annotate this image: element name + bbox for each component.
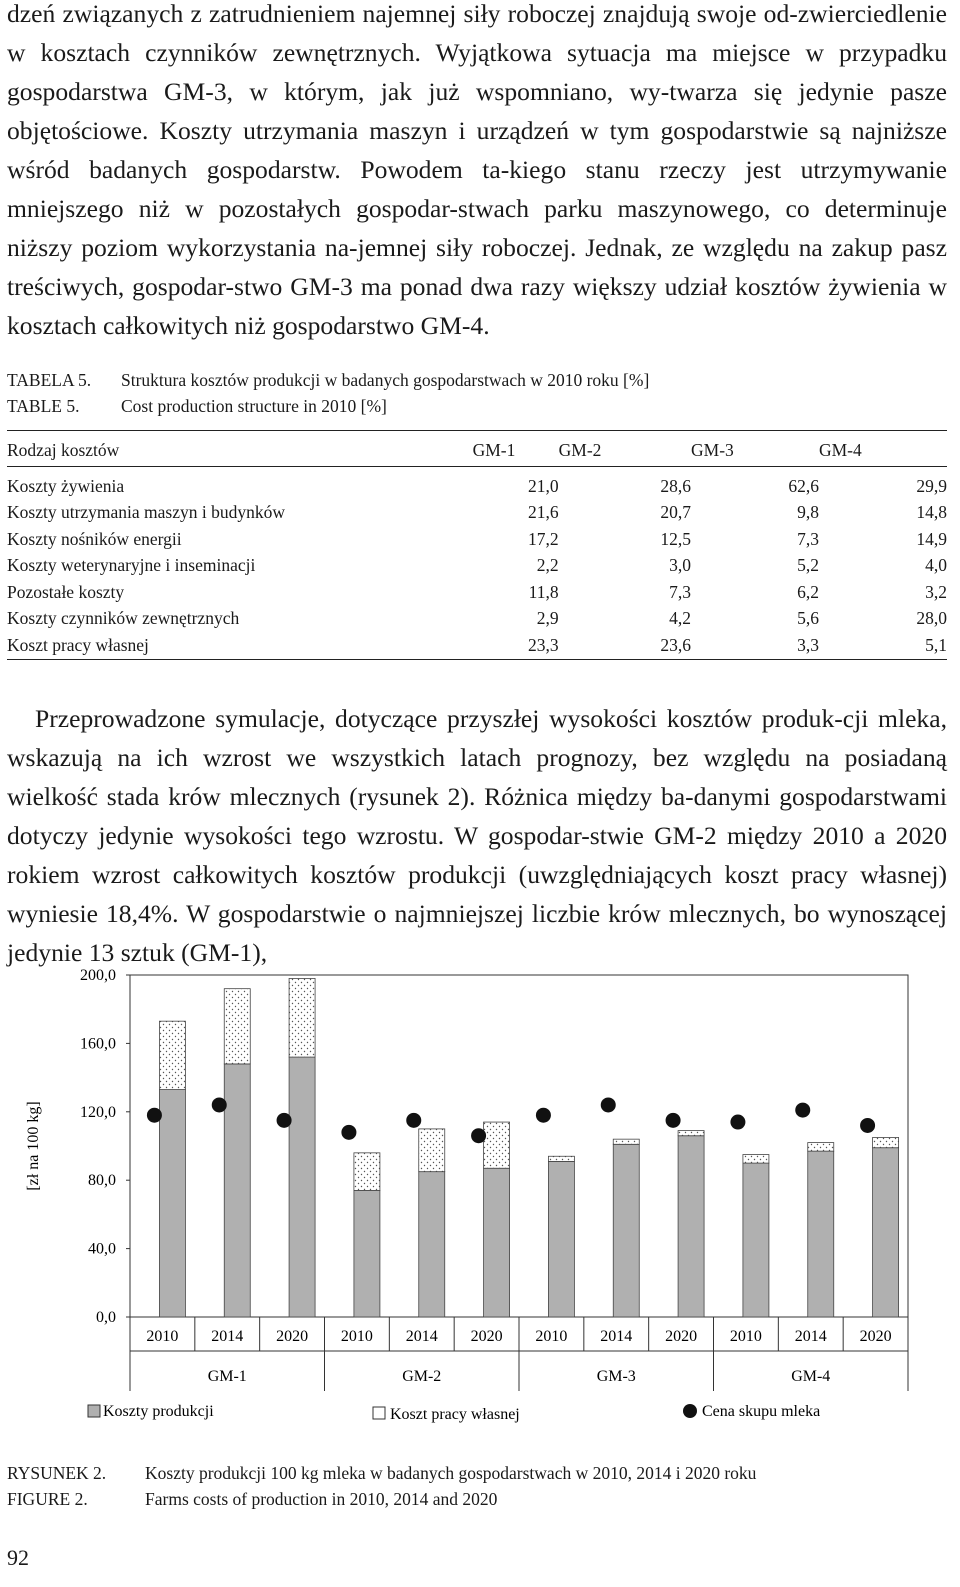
point-cena-skupu [860,1118,875,1133]
bar-koszty-produkcji [613,1144,639,1317]
bar-koszt-pracy-wlasnej [678,1131,704,1136]
table-cell: 2,2 [536,555,559,576]
table-header-row [7,431,947,467]
legend-swatch-koszty-produkcji [88,1405,100,1417]
table-cell: 23,3 [473,632,559,659]
category-label: 2010 [340,1328,373,1345]
figure-caption-label-pl: RYSUNEK 2. [7,1463,107,1483]
table-cell: 21,0 [528,475,559,496]
category-label: 2020 [859,1328,892,1345]
table-cell: 17,2 [528,528,559,549]
table-cell: 62,6 [788,475,819,496]
y-tick-label: 80,0 [88,1172,116,1190]
y-tick-label: 120,0 [80,1103,116,1121]
table-cell: 28,0 [916,608,947,629]
table-cell: 21,6 [528,502,559,523]
table-cell: 5,1 [819,632,947,659]
bar-koszt-pracy-wlasnej [354,1153,380,1191]
bar-koszt-pracy-wlasnej [613,1139,639,1144]
table-header-cell: GM-2 [559,431,691,467]
y-tick-label: 160,0 [80,1035,116,1053]
table-row-label: Koszty nośników energii [7,528,182,549]
table-cell: 2,9 [536,608,559,629]
point-cena-skupu [601,1097,616,1112]
table-cell: 7,3 [669,581,692,602]
point-cena-skupu [536,1108,551,1123]
table-cell: 20,7 [660,502,692,523]
bar-koszty-produkcji [159,1090,185,1317]
bar-koszt-pracy-wlasnej [808,1143,834,1152]
bar-koszty-produkcji [484,1168,510,1317]
table-row [7,606,947,633]
category-label: 2010 [729,1328,762,1345]
table-caption-label-pl: TABELA 5. [7,370,92,390]
bar-koszty-produkcji [289,1057,315,1317]
bar-koszty-produkcji [354,1190,380,1317]
legend-swatch-koszt-pracy [373,1407,385,1419]
bar-koszt-pracy-wlasnej [548,1156,574,1161]
y-tick-label: 40,0 [88,1240,116,1258]
table-cell: 5,6 [797,608,819,629]
cost-chart [0,945,960,1445]
group-label: GM-3 [596,1368,636,1385]
point-cena-skupu [212,1097,227,1112]
table-caption-text-en: Cost production structure in 2010 [%] [121,396,387,416]
table-row-label: Koszty utrzymania maszyn i budynków [7,502,286,523]
table-cell: 4,0 [925,555,947,576]
table-row-label: Koszt pracy własnej [7,632,473,659]
bar-koszt-pracy-wlasnej [224,989,250,1064]
bar-koszty-produkcji [678,1136,704,1317]
table-row [7,553,947,580]
category-label: 2020 [665,1328,698,1345]
table-cell: 12,5 [660,528,692,549]
figure-caption-label-en: FIGURE 2. [7,1489,88,1509]
category-label: 2014 [405,1328,438,1345]
point-cena-skupu [471,1128,486,1143]
legend-swatch-cena-skupu [683,1404,697,1418]
bar-koszt-pracy-wlasnej [743,1155,769,1164]
bar-koszty-produkcji [743,1163,769,1317]
y-tick-label: 200,0 [80,967,116,984]
table-row [7,579,947,606]
table-row [7,467,947,500]
table-cell: 14,9 [916,528,947,549]
body-paragraph-1: dzeń związanych z zatrudnieniem najemnej siły roboczej znajdują swoje od-zwierciedlenie w kosztach czynników zewnętrznych. Wyjątkowa sytuacja ma miejsce w przypadku gospodarstwa GM-3, w którym, jak już wspomniano, wy-twarza się jedynie pasze objętościowe. Koszty utrzymania maszyn i urządzeń w tym gospodarstwie są najniższe wśród badanych gospodarstw. Powodem ta-kiego stanu rzeczy jest utrzymywanie mniejszego niż w pozostałych gospodar-stwach parku maszynowego, co determinuje niższy poziom wykorzystania na-jemnej siły roboczej. Jednak, ze względu na zakup pasz treściwych, gospodar-stwo GM-3 ma ponad dwa razy większy udział kosztów żywienia w kosztach całkowitych niż gospodarstwo GM-4. [7,0,947,340]
table-cell: 29,9 [916,475,947,496]
table-row [7,500,947,527]
table-cell: 23,6 [559,632,691,659]
point-cena-skupu [406,1113,421,1128]
category-label: 2014 [211,1328,244,1345]
y-tick-label: 0,0 [96,1309,116,1326]
body-paragraph-2: Przeprowadzone symulacje, dotyczące przyszłej wysokości kosztów produk-cji mleka, wskazują na ich wzrost we wszystkich latach prognozy, bez względu na posiadaną wielkość stada krów mlecznych (rysunek 2). Różnica między ba-danymi gospodarstwami dotyczy jedynie wysokości tego wzrostu. W gospodar-stwie GM-2 między 2010 a 2020 rokiem wzrost całkowitych kosztów produkcji (uwzględniających koszt pracy własnej) wyniesie 18,4%. W gospodarstwie o najmniejszej liczbie krów mlecznych, bo wynoszącej jedynie 13 sztuk (GM-1), [7,704,947,967]
table-header-cell: Rodzaj kosztów [7,431,473,467]
table-cell: 9,8 [797,502,819,523]
table-row [7,526,947,553]
category-label: 2020 [470,1328,503,1345]
category-label: 2020 [276,1328,309,1345]
point-cena-skupu [277,1113,292,1128]
table-caption-text-pl: Struktura kosztów produkcji w badanych gospodarstwach w 2010 roku [%] [121,370,650,390]
point-cena-skupu [341,1125,356,1140]
table-cell: 4,2 [669,608,692,629]
group-label: GM-1 [207,1368,247,1385]
legend-label: Cena skupu mleka [702,1403,821,1420]
table-cell: 11,8 [528,581,559,602]
table-cell: 14,8 [916,502,947,523]
table-cell: 28,6 [660,475,692,496]
bar-koszty-produkcji [548,1161,574,1317]
figure-caption-text-en: Farms costs of production in 2010, 2014 and 2020 [145,1489,498,1509]
category-label: 2014 [794,1328,827,1345]
point-cena-skupu [795,1103,810,1118]
bar-koszty-produkcji [873,1148,899,1317]
legend-label: Koszty produkcji [103,1403,214,1420]
bar-koszty-produkcji [224,1064,250,1317]
table-cell: 3,2 [925,581,947,602]
page-number: 92 [7,1545,29,1570]
table-cell: 3,0 [669,555,692,576]
cost-structure-table [7,430,947,660]
group-label: GM-4 [791,1368,831,1385]
bar-koszt-pracy-wlasnej [289,978,315,1057]
bar-koszt-pracy-wlasnej [419,1129,445,1172]
table-header-cell: GM-3 [691,431,819,467]
figure-caption [7,1460,756,1512]
category-label: 2010 [535,1328,568,1345]
table-row-label: Koszty weterynaryjne i inseminacji [7,555,256,576]
category-label: 2010 [146,1328,179,1345]
group-label: GM-2 [402,1368,442,1385]
table-cell: 7,3 [797,528,819,549]
legend-label: Koszt pracy własnej [390,1406,520,1423]
point-cena-skupu [147,1108,162,1123]
category-label: 2014 [600,1328,633,1345]
bar-koszt-pracy-wlasnej [873,1137,899,1147]
table-row-label: Pozostałe koszty [7,581,125,602]
figure-caption-text-pl: Koszty produkcji 100 kg mleka w badanych gospodarstwach w 2010, 2014 i 2020 roku [145,1463,757,1483]
y-axis-label: [zł na 100 kg] [25,1101,42,1191]
table-row-label: Koszty czynników zewnętrznych [7,608,240,629]
table-row [7,632,947,659]
table-row-label: Koszty żywienia [7,475,125,496]
table-caption [7,367,649,419]
table-header-cell: GM-4 [819,431,947,467]
table-header-cell: GM-1 [473,431,559,467]
point-cena-skupu [730,1115,745,1130]
bar-koszt-pracy-wlasnej [159,1021,185,1089]
table-cell: 5,2 [797,555,819,576]
table-caption-label-en: TABLE 5. [7,396,80,416]
point-cena-skupu [666,1113,681,1128]
table-cell: 6,2 [797,581,819,602]
bar-koszt-pracy-wlasnej [484,1122,510,1168]
bar-koszty-produkcji [808,1151,834,1317]
table-cell: 3,3 [691,632,819,659]
bar-koszty-produkcji [419,1172,445,1317]
